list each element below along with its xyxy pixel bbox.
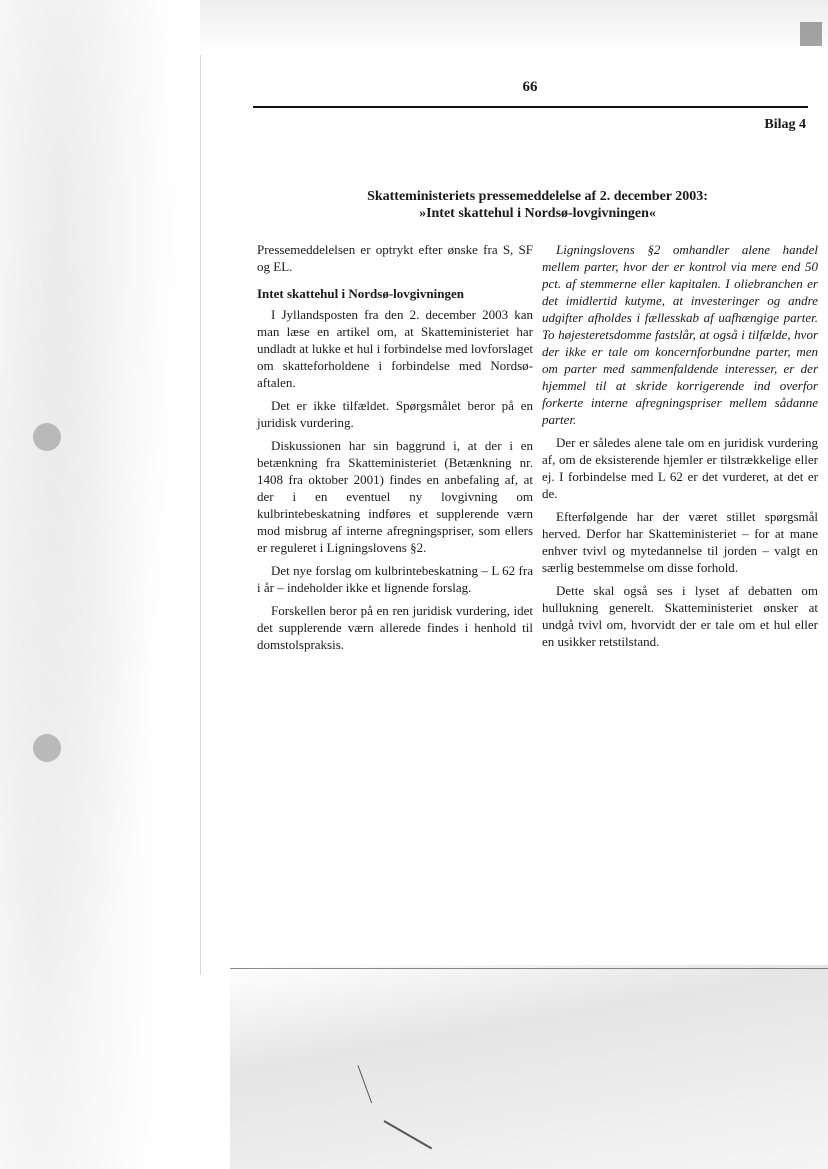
body-paragraph: Diskussionen har sin baggrund i, at der i en betænkning fra Skatteministeriet (Betænkning nr. 1408 fra oktober 2001) findes en anbefaling af, at der i en eventuel ny lovgivning om kulbrintebeskatning indføres et supplerende værn mod misbrug af interne afregningspriser, som ellers er reguleret i Ligningslovens §2.: [257, 438, 533, 555]
body-paragraph: Dette skal også ses i lyset af debatten om hullukning generelt. Skatteministeriet ønsker at undgå tvivl om, hvorvidt der er tale om et hul eller en usikker retstilstand.: [542, 583, 818, 649]
italic-paragraph: Ligningslovens §2 omhandler alene handel mellem parter, hvor der er kontrol via mere end 50 pct. af stemmerne eller kapitalen. I oliebranchen er det imidlertid kutyme, at investeringer og andre udgifter afholdes i fællesskab af uafhængige parter. To højesteretsdomme fastslår, at også i tilfælde, hvor der ikke er tale om koncernforbundne parter, men om parter med sammenfaldende interesser, er der hjemmel til at skride korrigerende ind overfor forkerte interne afregningspriser mellem sådanne parter.: [542, 242, 818, 427]
left-column: [257, 241, 533, 659]
title-line-2: »Intet skattehul i Nordsø-lovgivningen«: [419, 206, 656, 221]
intro-paragraph: Pressemeddelelsen er optrykt efter ønske fra S, SF og EL.: [257, 242, 533, 274]
header-divider: [253, 106, 808, 108]
body-paragraph: Det er ikke tilfældet. Spørgsmålet beror på en juridisk vurdering.: [257, 398, 533, 430]
document-title: [300, 188, 775, 222]
scan-shadow-top: [200, 0, 828, 55]
scan-corner-mark: [800, 22, 822, 46]
punch-hole-icon: [33, 423, 61, 451]
page-number: 66: [522, 79, 538, 95]
section-heading: Intet skattehul i Nordsø-lovgivningen: [257, 286, 464, 301]
punch-hole-icon: [33, 734, 61, 762]
body-paragraph: Det nye forslag om kulbrintebeskatning – L 62 fra i år – indeholder ikke et lignende forslag.: [257, 563, 533, 595]
body-paragraph: Efterfølgende har der været stillet spørgsmål herved. Derfor har Skatteministeriet – for at mane enhver tvivl og mytedannelse til jorden – valgt en særlig bestemmelse om disse forhold.: [542, 509, 818, 575]
body-paragraph: Forskellen beror på en ren juridisk vurdering, idet det supplerende værn allerede findes i henhold til domstolspraksis.: [257, 603, 533, 652]
right-column: [542, 241, 818, 656]
page-left-edge: [200, 55, 201, 975]
scan-shadow-left: [0, 0, 200, 1169]
body-paragraph: Der er således alene tale om en juridisk vurdering af, om de eksisterende hjemler er tilstrækkelige eller ej. I forbindelse med L 62 er det vurderet, at det er de.: [542, 435, 818, 501]
body-paragraph: I Jyllandsposten fra den 2. december 2003 kan man læse en artikel om, at Skatteministeriet har undladt at lukke et hul i forbindelse med lovforslaget om skatteforholdene i forbindelse med Nordsø-aftalen.: [257, 307, 533, 390]
title-line-1: Skatteministeriets pressemeddelelse af 2. december 2003:: [367, 189, 708, 204]
scan-shadow-bottom: [230, 965, 828, 1169]
page-bottom-edge: [230, 968, 828, 969]
appendix-label: Bilag 4: [764, 117, 806, 132]
